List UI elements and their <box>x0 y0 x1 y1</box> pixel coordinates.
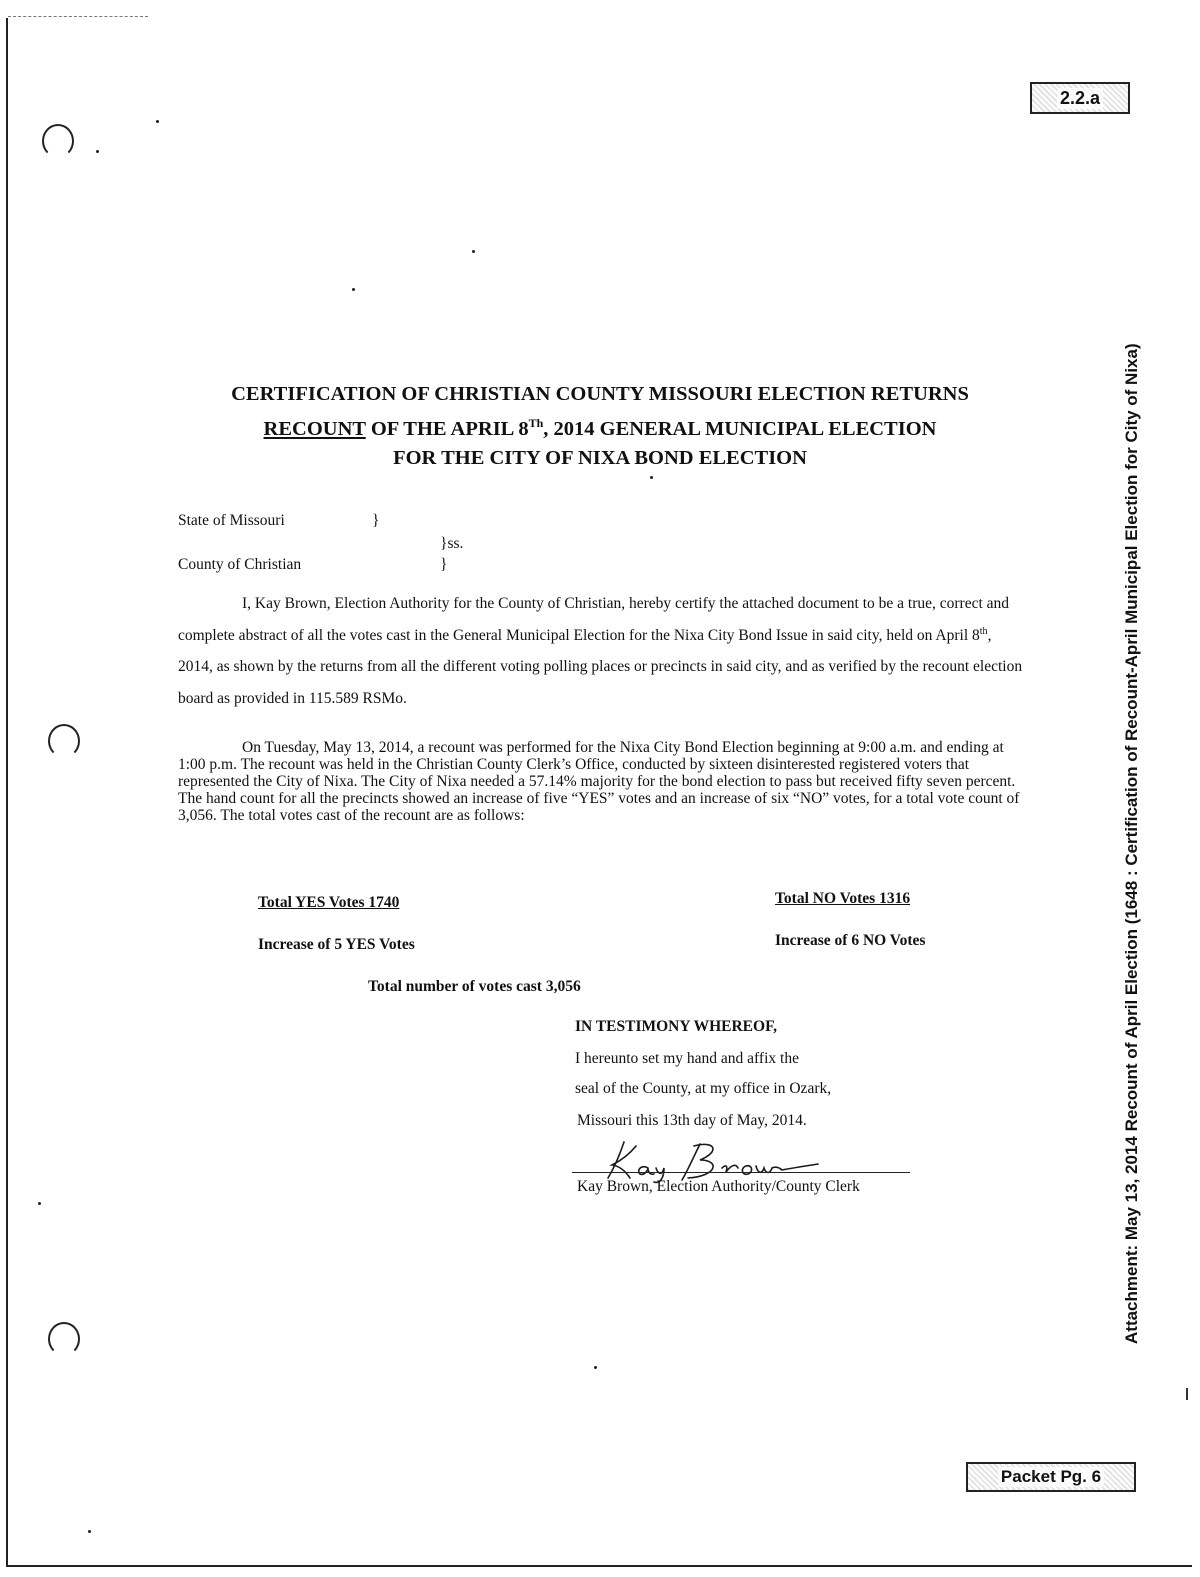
packet-page-number: Packet Pg. 6 <box>998 1467 1104 1487</box>
testimony-line: seal of the County, at my office in Ozark, <box>575 1080 832 1097</box>
paragraph-superscript: th <box>979 625 988 637</box>
certification-paragraph <box>178 588 1030 714</box>
recount-paragraph: On Tuesday, May 13, 2014, a recount was performed for the Nixa City Bond Election beginning at 9:00 a.m. and ending at 1:00 p.m. The recount was held in the Christian County Clerk’s Office, conducted by sixteen disinterested registered voters that represented the City of Nixa. The City of Nixa needed a 57.14% majority for the bond election to pass but received fifty seven percent. The hand count for all the precincts showed an increase of five “YES” votes and an increase of six “NO” votes, for a total vote count of 3,056. The total votes cast of the recount are as follows: <box>178 739 1020 824</box>
title-line-2 <box>150 409 1050 444</box>
paragraph-text: I, Kay Brown, Election Authority for the County of Christian, hereby certify the attached document to be a true, correct and complete abstract of all the votes cast in the General Municipal Election for the Nixa City Bond Issue in said city, held on April 8 <box>178 595 1010 644</box>
binder-hole-icon <box>42 124 74 158</box>
title-superscript: Th <box>528 416 544 430</box>
attachment-caption: Attachment: May 13, 2014 Recount of April Election (1648 : Certification of Recount-April Municipal Election for City of Nixa) <box>1122 343 1141 1344</box>
total-no-votes: Total NO Votes 1316 <box>775 890 911 907</box>
venue-brace: } <box>372 512 380 529</box>
item-number-stamp <box>1030 82 1130 114</box>
page-frame-right-mark <box>1186 1388 1188 1400</box>
testimony-heading: IN TESTIMONY WHEREOF, <box>575 1018 777 1035</box>
total-votes-cast: Total number of votes cast 3,056 <box>368 978 581 995</box>
title-line-1: CERTIFICATION OF CHRISTIAN COUNTY MISSOURI ELECTION RETURNS <box>231 383 969 405</box>
signer-name: Kay Brown, Election Authority/County Clerk <box>577 1178 860 1195</box>
no-increase: Increase of 6 NO Votes <box>775 932 926 949</box>
title-line-2-part: OF THE APRIL 8 <box>365 417 529 440</box>
scan-speck <box>594 1366 597 1369</box>
scan-speck <box>472 250 475 253</box>
testimony-line: Missouri this 13th day of May, 2014. <box>577 1112 807 1129</box>
title-line-2-part: , 2014 GENERAL MUNICIPAL ELECTION <box>543 417 937 440</box>
venue-county: County of Christian <box>178 556 302 573</box>
paragraph-text: , 2014, as shown by the returns from all the different voting polling places or precincts in said city, and as verified by the recount election board as provided in 115.589 RSMo. <box>178 626 1023 707</box>
scan-speck <box>38 1202 41 1205</box>
item-number: 2.2.a <box>1057 88 1103 109</box>
scan-speck <box>650 476 653 479</box>
binder-hole-icon <box>48 724 80 758</box>
signature-line <box>572 1172 910 1173</box>
page-frame-bottom <box>6 1565 1192 1567</box>
title-line-3: FOR THE CITY OF NIXA BOND ELECTION <box>393 446 807 469</box>
page-frame-top <box>8 16 148 17</box>
testimony-line: I hereunto set my hand and affix the <box>575 1050 799 1067</box>
venue-brace: } <box>440 556 448 573</box>
venue-ss: }ss. <box>440 535 464 552</box>
scan-speck <box>96 150 99 153</box>
yes-increase: Increase of 5 YES Votes <box>258 936 415 953</box>
scan-speck <box>156 120 159 123</box>
page-frame-left <box>6 18 8 1566</box>
title-recount-underlined: RECOUNT <box>263 417 366 440</box>
packet-page-stamp <box>966 1462 1136 1492</box>
scan-speck <box>352 288 355 291</box>
venue-state: State of Missouri <box>178 512 285 529</box>
binder-hole-icon <box>48 1322 80 1356</box>
scan-speck <box>88 1530 91 1533</box>
total-yes-votes: Total YES Votes 1740 <box>258 894 400 911</box>
document-title <box>150 380 1050 473</box>
